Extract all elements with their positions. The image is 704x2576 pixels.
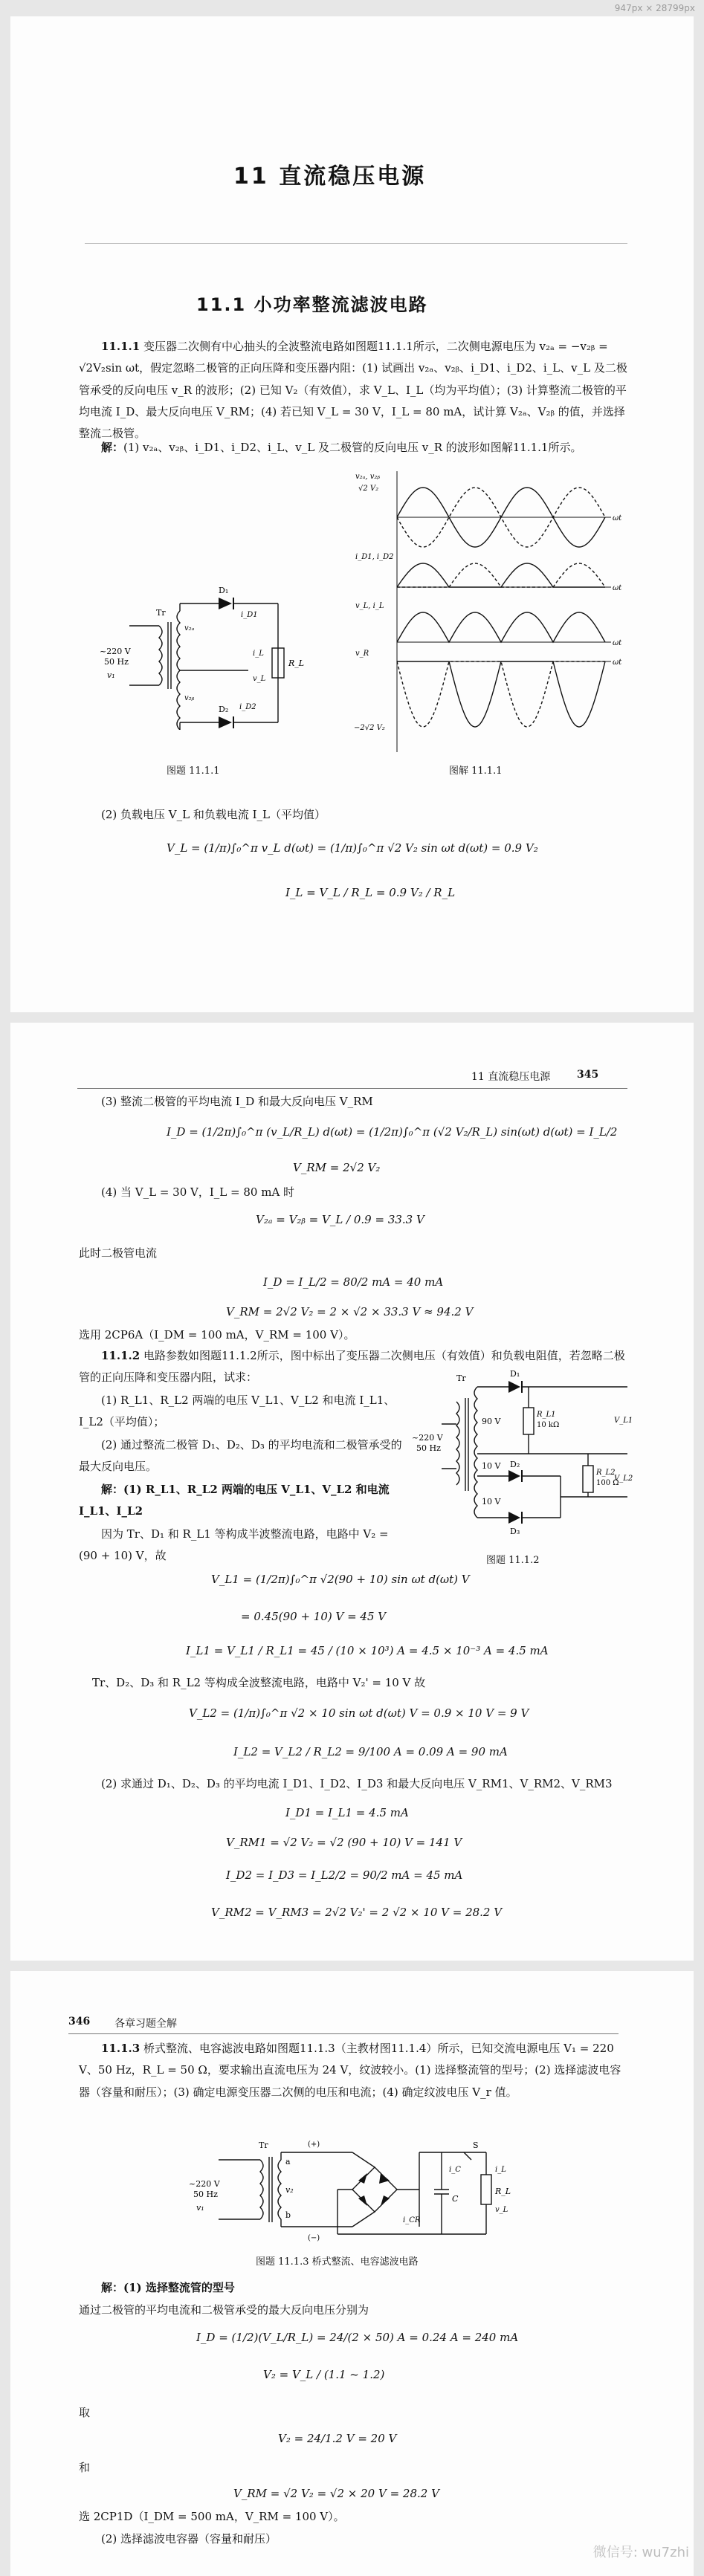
page-dimensions-label: 947px × 28799px [614,3,695,13]
axis-label-id: i_D1, i_D2 [355,553,394,561]
take-text: 取 [79,2406,91,2419]
rl-label-3: R_L [495,2187,511,2196]
top-bar [0,0,704,16]
vl1-label: V_L1 [614,1417,633,1425]
item-2 [79,804,629,826]
freq-label-2: 50 Hz [416,1443,441,1453]
equation-vrm2: V_RM2 = V_RM3 = 2√2 V₂' = 2 √2 × 10 V = 28.2 V [211,1906,503,1919]
problem-text: 变压器二次侧有中心抽头的全波整流电路如图题11.1.1所示，二次侧电源电压为 v₂ₐ = −v₂ᵦ = √2V₂sin ωt，假定忽略二极管的正向压降和变压器内阻：(1) 试画出 v₂ₐ、v₂ᵦ、i_D1、i_D2、i_L、v_L 及二极管承受的反向电压 v_R 的波形；(2) 已知 V₂（有效值），求 V_L、I_L（均为平均值）；(3) 计算整流二极管的平均电流 I_D、最大反向电压 V_RM；(4) 若已知 V_L = 30 V，I_L = 80 mA，试计算 V₂ₐ、V₂ᵦ 的值，并选择整流二极管。 [79,340,627,440]
page-2 [10,1023,694,1961]
tr-label-2: Tr [456,1373,466,1383]
solution-text: (1) v₂ₐ、v₂ᵦ、i_D1、i_D2、i_L、v_L 及二极管的反向电压 v_R 的波形如图解11.1.1所示。 [123,441,582,454]
rl1-label: R_L1 [537,1411,556,1419]
axis-label-vl: v_L, i_L [355,602,384,610]
problem-11-1-3 [79,2038,629,2103]
problem-2-q2 [79,1434,406,1478]
page-number-3: 346 [68,2016,91,2028]
rl2-value: 100 Ω [596,1479,619,1487]
problem-2-solution-b [79,1524,406,1567]
equation-il1: I_L1 = V_L1 / R_L1 = 45 / (10 × 10³) A = 4.5 × 10⁻³ A = 4.5 mA [186,1644,549,1657]
problem-2-solution [79,1479,406,1523]
equation-v2: V₂ₐ = V₂ᵦ = V_L / 0.9 = 33.3 V [256,1213,424,1226]
vl-wave [397,612,605,642]
choose-diode-text-3: 选 2CP1D（I_DM = 500 mA，V_RM = 100 V）。 [79,2510,345,2523]
id2-label: i_D2 [239,703,256,711]
v1-label: v₁ [107,670,115,680]
choose-diode-text: 选用 2CP6A（I_DM = 100 mA，V_RM = 100 V）。 [79,1328,355,1342]
freq-label-3: 50 Hz [193,2190,218,2199]
rl-label: R_L [288,658,305,668]
page-1 [10,16,694,1012]
ic-label: i_C [449,2166,461,2174]
item-2b-text: (2) 求通过 D₁、D₂、D₃ 的平均电流 I_D1、I_D2、I_D3 和最大反向电压 V_RM1、V_RM2、V_RM3 [101,1777,613,1790]
c-label: C [452,2194,459,2204]
figure-caption-left: 图题 11.1.1 [167,766,220,777]
problem-2-solution-text: 解：(1) R_L1、R_L2 两端的电压 V_L1、V_L2 和电流 I_L1、I_L2 [79,1483,390,1518]
solution-intro [79,437,629,459]
problem-number-2: 11.1.2 [101,1349,141,1362]
item-4 [79,1182,629,1203]
vl2-label: V_L2 [614,1475,633,1483]
figure-caption-3: 图题 11.1.3 桥式整流、电容滤波电路 [256,2256,419,2268]
d1-label-2: D₁ [510,1369,520,1379]
problem-2-text: 电路参数如图题11.1.2所示，图中标出了变压器二次侧电压（有效值）和负载电阻值，若忽略二极管的正向压降和变压器内阻，试求： [79,1349,625,1385]
running-header: 11 直流稳压电源 [471,1071,551,1083]
solution-3b: 通过二极管的平均电流和二极管承受的最大反向电压分别为 [79,2303,369,2317]
id1-label: i_D1 [241,611,258,619]
axis-label-v2: v₂ₐ, v₂ᵦ [355,473,381,481]
b-label: b [285,2210,291,2220]
circuit-diagram-11-1-2 [412,1365,650,1535]
tr-label: Tr [156,608,166,618]
equation-v2-3: V₂ = V_L / (1.1 ~ 1.2) [263,2368,385,2381]
source-label: ~220 V [100,647,131,656]
v1-label-3: v₁ [196,2203,204,2213]
page-3 [10,1971,694,2576]
v2a-label: v₂ₐ [184,624,195,632]
equation-il2: I_L2 = V_L2 / R_L2 = 9/100 A = 0.09 A = 90 mA [233,1745,508,1758]
equation-vl1b: = 0.45(90 + 10) V = 45 V [241,1610,387,1623]
item-3 [79,1091,629,1113]
s-label: S [473,2140,479,2150]
wt-label-2: ωt [613,584,622,592]
item-2-text: (2) 负载电压 V_L 和负载电流 I_L（平均值） [101,808,326,821]
problem-2-q1 [79,1390,406,1434]
item-2-3 [79,2528,629,2550]
figure-caption-right: 图解 11.1.1 [449,766,503,777]
chapter-title: 11 直流稳压电源 [233,164,427,190]
source-label-2: ~220 V [412,1433,443,1443]
watermark: 微信号: wu7zhi [592,2545,689,2560]
equation-vrm: V_RM = 2√2 V₂ [293,1161,381,1174]
equation-vrm-value: V_RM = 2√2 V₂ = 2 × √2 × 33.3 V ≈ 94.2 V [226,1305,474,1318]
equation-vl2: V_L2 = (1/π)∫₀^π √2 × 10 sin ωt d(ωt) V = 0.9 × 10 V = 9 V [189,1706,529,1720]
header-rule [77,1088,627,1089]
vr-wave-2 [397,661,605,727]
equation-id-3: I_D = (1/2)(V_L/R_L) = 24/(2 × 50) A = 0.24 A = 240 mA [196,2331,519,2344]
item-4-text: (4) 当 V_L = 30 V，I_L = 80 mA 时 [101,1185,295,1199]
and-text: 和 [79,2461,91,2474]
d3-label-2: D₃ [510,1527,520,1535]
equation-id-value: I_D = I_L/2 = 80/2 mA = 40 mA [263,1275,444,1289]
v2b-label: v₂ᵦ [184,694,195,702]
problem-3-text: 桥式整流、电容滤波电路如图题11.1.3（主教材图11.1.4）所示，已知交流电源电压 V₁ = 220 V、50 Hz，R_L = 50 Ω，要求输出直流电压为 24 V，纹波较小。(1) 选择整流管的型号；(2) 选择滤波电容器（容量和耐压）；(3) 确定电源变压器二次侧的电压和电流；(4) 确定纹波电压 V_r 值。 [79,2042,621,2099]
problem-2-q2-text: (2) 通过整流二极管 D₁、D₂、D₃ 的平均电流和二极管承受的最大反向电压。 [79,1438,402,1474]
equation-vl1: V_L1 = (1/2π)∫₀^π √2(90 + 10) sin ωt d(ωt) V [211,1573,470,1586]
equation-vl: V_L = (1/π)∫₀^π v_L d(ωt) = (1/π)∫₀^π √2 V₂ sin ωt d(ωt) = 0.9 V₂ [167,841,538,855]
equation-id2: I_D2 = I_D3 = I_L2/2 = 90/2 mA = 45 mA [226,1868,463,1882]
rl2-label: R_L2 [596,1469,616,1477]
problem-11-1-1 [79,336,629,444]
tick-neg2sqrt2v2: −2√2 V₂ [354,724,385,732]
tr-label-3: Tr [259,2140,268,2150]
solution-3 [79,2277,629,2299]
page-number: 345 [577,1069,599,1081]
tick-sqrt2v2: √2 V₂ [358,485,379,493]
problem-number-3: 11.1.3 [101,2042,141,2055]
diode-current-text: 此时二极管电流 [79,1246,158,1260]
equation-v2-value: V₂ = 24/1.2 V = 20 V [278,2432,397,2445]
freq-label: 50 Hz [104,657,129,667]
d1-label: D₁ [219,586,229,595]
running-header-3: 各章习题全解 [114,2018,177,2030]
icr-label: i_CR [403,2216,421,2224]
equation-id1: I_D1 = I_L1 = 4.5 mA [285,1806,409,1819]
il-label-3: i_L [495,2166,506,2174]
equation-id: I_D = (1/2π)∫₀^π (v_L/R_L) d(ωt) = (1/2π)∫₀^π (√2 V₂/R_L) sin(ωt) d(ωt) = I_L/2 [167,1125,618,1139]
item-3-text: (3) 整流二极管的平均电流 I_D 和最大反向电压 V_RM [101,1095,373,1108]
v10a-label: 10 V [482,1461,501,1471]
vl-label-3: v_L [495,2206,508,2214]
equation-vrm-3: V_RM = √2 V₂ = √2 × 20 V = 28.2 V [233,2487,439,2500]
axis-label-vr: v_R [355,650,369,658]
v10b-label: 10 V [482,1497,501,1507]
id2-wave [397,563,605,587]
wt-label-4: ωt [613,658,622,667]
source-label-3: ~220 V [189,2179,220,2189]
d2-label-2: D₂ [510,1460,520,1469]
problem-2-solution-b-text: 因为 Tr、D₁ 和 R_L1 等构成半波整流电路，电路中 V₂ = (90 + 10) V，故 [79,1527,389,1563]
waveform-diagram [352,470,635,767]
problem-2-q1-text: (1) R_L1、R_L2 两端的电压 V_L1、V_L2 和电流 I_L1、I_L2（平均值）； [79,1394,395,1429]
a-label: a [285,2157,291,2166]
v90-label: 90 V [482,1417,501,1426]
circuit-diagram-11-1-1 [100,581,338,730]
section-title: 11.1 小功率整流滤波电路 [196,294,428,315]
v2-label-3: v₂ [285,2185,294,2195]
item-2b [79,1773,629,1795]
vl-label: v_L [253,675,266,683]
figure-caption-2: 图题 11.1.2 [486,1555,540,1566]
solution-3-text: 解：(1) 选择整流管的型号 [101,2281,235,2294]
header-rule-3 [68,2033,619,2034]
item-2-3-text: (2) 选择滤波电容器（容量和耐压） [101,2532,277,2546]
solution-label: 解： [101,441,124,454]
equation-il: I_L = V_L / R_L = 0.9 V₂ / R_L [285,886,456,899]
il-label: i_L [253,650,264,658]
circuit-diagram-11-1-3 [189,2130,531,2242]
wt-label-3: ωt [613,639,622,647]
wt-label-1: ωt [613,514,622,522]
full-wave-text: Tr、D₂、D₃ 和 R_L2 等构成全波整流电路，电路中 V₂' = 10 V 故 [92,1676,426,1689]
vr-wave [397,661,605,727]
rl1-value: 10 kΩ [537,1421,560,1429]
problem-number: 11.1.1 [101,340,141,353]
chapter-rule [85,243,627,244]
d2-label: D₂ [219,705,229,714]
id1-wave [397,563,605,587]
plus-label: (+) [308,2140,320,2149]
equation-vrm1: V_RM1 = √2 V₂ = √2 (90 + 10) V = 141 V [226,1836,462,1849]
minus-label: (−) [308,2234,320,2242]
